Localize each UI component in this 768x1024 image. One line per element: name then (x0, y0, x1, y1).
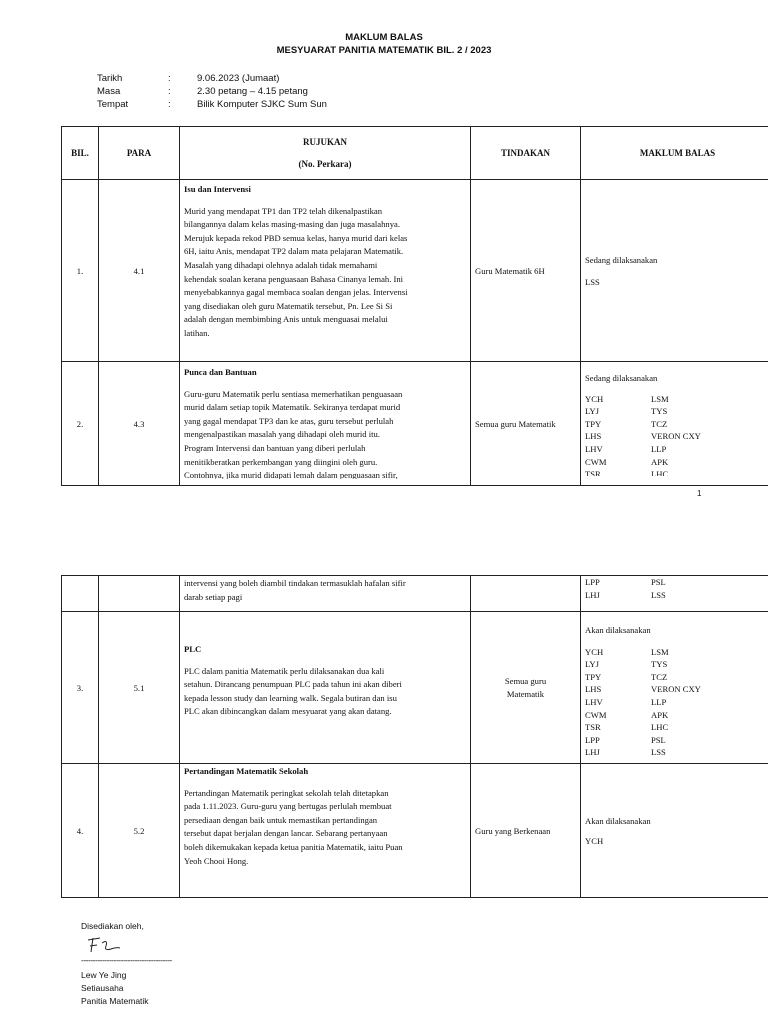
document-title: MAKLUM BALAS (345, 32, 423, 43)
header-rujukan-label: RUJUKAN (303, 137, 347, 147)
status-text: Akan dilaksanakan (585, 815, 651, 826)
topic-heading: Pertandingan Matematik Sekolah (184, 766, 309, 776)
row-tindakan: Guru yang Berkenaan (471, 764, 581, 898)
person-pair (585, 721, 768, 734)
meta-sep: : (168, 73, 171, 84)
row-bil: 4. (62, 764, 99, 898)
table-row (62, 764, 768, 898)
row-tindakan: Guru Matematik 6H (471, 180, 581, 362)
meta-value-tempat: Bilik Komputer SJKC Sum Sun (197, 99, 327, 110)
row-maklum-balas (581, 764, 768, 898)
row-bil: 1. (62, 180, 99, 362)
person-pair (585, 734, 768, 747)
topic-line: Contohnya, jika murid didapati lemah dalam penguasaan sifir, (184, 470, 398, 480)
row-bil: 3. (62, 612, 99, 764)
person-pair (585, 671, 768, 684)
row-rujukan (180, 362, 471, 486)
person-pair (585, 683, 768, 696)
row-para (99, 576, 180, 612)
person-code: TPY (585, 418, 602, 429)
person-code: PSL (651, 734, 666, 745)
signatory-name: Lew Ye Jing (81, 970, 127, 980)
topic-heading: PLC (184, 644, 202, 655)
person-pair (585, 468, 768, 476)
table-header-row (62, 127, 768, 180)
row-para: 5.2 (99, 764, 180, 898)
person-code: CWM (585, 709, 607, 720)
person-code: LYJ (585, 406, 599, 417)
header-para: PARA (99, 127, 180, 180)
topic-line: Murid yang mendapat TP1 dan TP2 telah dikenalpastikan (184, 205, 383, 216)
person-code: TCZ (651, 418, 668, 429)
person-pair (585, 709, 768, 722)
meta-sep: : (168, 86, 171, 97)
prepared-by-label: Disediakan oleh, (81, 921, 144, 931)
person-pair (585, 646, 768, 659)
row-rujukan (180, 612, 471, 764)
row-maklum-balas (581, 576, 768, 612)
person-code: LHS (585, 684, 602, 695)
signatory-position: Setiausaha (81, 983, 124, 993)
topic-line: Yeoh Chooi Hong. (184, 855, 249, 866)
page-number: 1 (697, 489, 702, 498)
topic-line: tersebut dapat berjalan dengan lancar. Sebarang pertanyaan (184, 828, 388, 839)
row-para: 4.1 (99, 180, 180, 362)
topic-line: murid dalam setiap topik Matematik. Sekiranya terdapat murid (184, 402, 401, 413)
topic-line: yang disediakan oleh guru Matematik tersebut, Pn. Lee Si Si (184, 300, 393, 311)
minutes-table (61, 126, 768, 486)
person-pair (585, 746, 768, 759)
status-text: Sedang dilaksanakan (585, 373, 658, 383)
minutes-table-continued (61, 575, 768, 898)
status-text: Sedang dilaksanakan (585, 254, 658, 265)
header-rujukan-sub: (No. Perkara) (298, 159, 352, 169)
table-row (62, 576, 768, 612)
person-code: LLP (651, 443, 667, 454)
person-pair (585, 418, 768, 431)
meta-label-tempat: Tempat (97, 99, 129, 110)
topic-line: kehendak soalan kerana penguasaan Bahasa Cinanya lemah. Ini (184, 273, 404, 284)
meta-sep: : (168, 99, 171, 110)
topic-heading: Isu dan Intervensi (184, 184, 251, 194)
topic-line: setahun. Dirancang penumpuan PLC pada tahun ini akan diberi (184, 679, 402, 690)
topic-line: latihan. (184, 327, 210, 338)
header-bil: BIL. (62, 127, 99, 180)
topic-line: Merujuk kepada rekod PBD semua kelas, hanya murid dari kelas (184, 232, 408, 243)
tindakan-line: Matematik (506, 688, 545, 699)
person-pair (585, 405, 768, 418)
person-code: TYS (651, 406, 668, 417)
document-subtitle: MESYUARAT PANITIA MATEMATIK BIL. 2 / 2023 (276, 45, 492, 56)
row-tindakan (471, 576, 581, 612)
meta-label-masa: Masa (97, 86, 121, 97)
topic-line: PLC akan dibincangkan dalam mesyuarat yang akan datang. (184, 706, 392, 717)
person-code: LHV (585, 443, 603, 454)
row-tindakan (471, 612, 581, 764)
topic-line: adalah dengan membimbing Anis untuk menguasai melalui (184, 314, 388, 325)
meta-label-tarikh: Tarikh (97, 73, 123, 84)
person-code: TYS (651, 659, 668, 670)
person-code: LPP (585, 577, 600, 587)
status-text: Akan dilaksanakan (585, 625, 651, 635)
person-pair (585, 443, 768, 456)
person-code: LSS (585, 276, 600, 287)
person-code: TCZ (651, 671, 668, 682)
person-code: LHS (585, 431, 602, 442)
topic-line: PLC dalam panitia Matematik perlu dilaksanakan dua kali (184, 665, 385, 676)
row-rujukan (180, 764, 471, 898)
person-pair (585, 456, 768, 469)
row-bil: 2. (62, 362, 99, 486)
row-maklum-balas (581, 362, 768, 486)
person-code: YCH (585, 835, 604, 846)
person-pair (585, 430, 768, 443)
topic-line: yang gagal mendapat TP3 dan ke atas, guru tersebut perlulah (184, 415, 394, 426)
person-pair (585, 696, 768, 709)
topic-line: Masalah yang dihadapi olehnya adalah tidak memahami (184, 259, 378, 270)
person-code: VERON CXY (651, 684, 701, 695)
topic-line: Pertandingan Matematik peringkat sekolah telah ditetapkan (184, 787, 389, 798)
table-row (62, 362, 768, 486)
person-code: LPP (585, 734, 600, 745)
table-row (62, 612, 768, 764)
row-bil (62, 576, 99, 612)
person-code: LHJ (585, 589, 600, 600)
topic-line: menyebabkannya gagal membaca soalan dengan jelas. Intervensi (184, 287, 408, 298)
person-code: VERON CXY (651, 431, 701, 442)
person-code: LHC (651, 469, 669, 477)
topic-line: intervensi yang boleh diambil tindakan termasuklah hafalan sifir (184, 578, 406, 588)
meta-value-tarikh: 9.06.2023 (Jumaat) (197, 73, 280, 84)
row-rujukan (180, 180, 471, 362)
topic-line: boleh dikemukakan kepada ketua panitia Matematik, iaitu Puan (184, 841, 403, 852)
person-code: LSS (651, 589, 666, 600)
signature-image (84, 934, 124, 956)
person-code: LHJ (585, 747, 600, 758)
topic-heading: Punca dan Bantuan (184, 367, 257, 377)
row-para: 5.1 (99, 612, 180, 764)
topic-line: 6H, iaitu Anis, mendapat TP2 dalam mata pelajaran Matematik. (184, 246, 404, 257)
person-code: APK (651, 456, 669, 467)
person-code: LHV (585, 696, 603, 707)
row-rujukan (180, 576, 471, 612)
person-code: LLP (651, 696, 667, 707)
person-code: APK (651, 709, 669, 720)
topic-line: Program Intervensi dan bantuan yang diberi perlulah (184, 442, 366, 453)
row-para: 4.3 (99, 362, 180, 486)
person-code: LHC (651, 722, 669, 733)
header-rujukan (180, 127, 471, 180)
person-code: YCH (585, 646, 604, 657)
topic-line: mengenalpastikan masalah yang dihadapi oleh murid itu. (184, 429, 380, 440)
row-maklum-balas (581, 612, 768, 764)
person-pair (585, 576, 768, 589)
header-maklum-balas: MAKLUM BALAS (581, 127, 768, 180)
topic-line: menitikberatkan perkembangan yang diingini oleh guru. (184, 456, 378, 467)
person-pair (585, 393, 768, 406)
table-row (62, 180, 768, 362)
person-pair (585, 589, 768, 602)
topic-line: pada 1.11.2023. Guru-guru yang bertugas perlulah membuat (184, 801, 392, 812)
row-maklum-balas (581, 180, 768, 362)
topic-line: darab setiap pagi (184, 591, 243, 602)
signature-line: --------------------------------------- (81, 955, 172, 965)
person-code: PSL (651, 577, 666, 587)
person-code: CWM (585, 456, 607, 467)
person-pair (585, 658, 768, 671)
person-code: TSR (585, 469, 601, 477)
tindakan-line: Semua guru (504, 675, 547, 686)
header-tindakan: TINDAKAN (471, 127, 581, 180)
topic-line: Guru-guru Matematik perlu sentiasa memerhatikan penguasaan (184, 388, 403, 399)
person-code: TSR (585, 722, 601, 733)
signatory-unit: Panitia Matematik (81, 996, 149, 1006)
topic-line: bilangannya dalam kelas masing-masing dan juga masalahnya. (184, 219, 400, 230)
topic-line: persediaan dengan baik untuk memastikan pertandingan (184, 814, 378, 825)
meta-value-masa: 2.30 petang – 4.15 petang (197, 86, 308, 97)
row-tindakan: Semua guru Matematik (471, 362, 581, 486)
person-code: LYJ (585, 659, 599, 670)
person-code: LSM (651, 393, 669, 404)
person-code: LSS (651, 747, 666, 758)
person-code: LSM (651, 646, 669, 657)
topic-line: kepada lesson study dan learning walk. Segala butiran dan isu (184, 692, 397, 703)
person-code: TPY (585, 671, 602, 682)
person-code: YCH (585, 393, 604, 404)
